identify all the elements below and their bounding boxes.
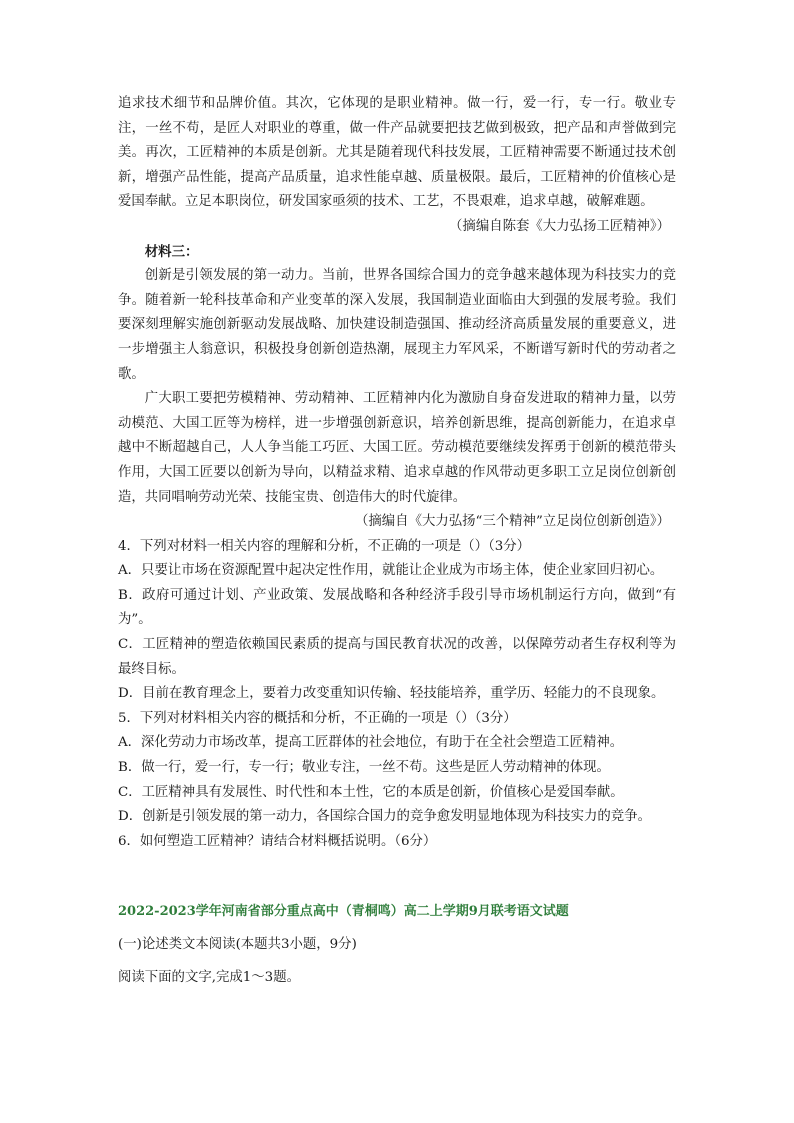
question-4: 4．下列对材料一相关内容的理解和分析，不正确的一项是（）（3分） — [118, 538, 531, 554]
paragraph-material-3-1: 创新是引领发展的第一动力。当前，世界各国综合国力的竞争越来越体现为科技实力的竞争。随着新一轮科技革命和产业变革的深入发展，我国制造业面临由大到强的发展考验。我们要深刻理解实施创新驱动发展战略、加快建设制造强国、推动经济高质量发展的重要意义，进一步增强主人翁意识，积极投身创新创造热潮，展现主力军风采，不断谱写新时代的劳动者之歌。 — [118, 268, 676, 382]
question-5-option-c: C．工匠精神具有发展性、时代性和本土性，它的本质是创新，价值核心是爱国奉献。 — [118, 784, 624, 800]
question-5-option-d: D．创新是引领发展的第一动力，各国综合国力的竞争愈发明显地体现为科技实力的竞争。 — [118, 809, 651, 825]
reading-instruction: 阅读下面的文字,完成1～3题。 — [118, 969, 300, 985]
question-4-option-c: C．工匠精神的塑造依赖国民素质的提高与国民教育状况的改善，以保障劳动者生存权利等为最终目标。 — [118, 637, 676, 677]
document-content — [118, 92, 676, 990]
question-5-option-a: A．深化劳动力市场改革，提高工匠群体的社会地位，有助于在全社会塑造工匠精神。 — [118, 735, 624, 751]
source-citation-3: （摘编自《大力弘扬“三个精神”立足岗位创新创造》） — [355, 514, 670, 530]
question-4-option-a: A．只要让市场在资源配置中起决定性作用，就能让企业成为市场主体，使企业家回归初心。 — [118, 563, 664, 579]
paragraph-material-3-2: 广大职工要把劳模精神、劳动精神、工匠精神内化为激励自身奋发进取的精神力量，以劳动模范、大国工匠等为榜样，进一步增强创新意识，培养创新思维，提高创新能力，在追求卓越中不断超越自己，人人争当能工巧匠、大国工匠。劳动模范要继续发挥勇于创新的模范带头作用，大国工匠要以创新为导向，以精益求精、追求卓越的作风带动更多职工立足岗位创新创造，共同唱响劳动光荣、技能宝贵、创造伟大的时代旋律。 — [118, 391, 676, 505]
exam-title: 2022-2023学年河南省部分重点高中（青桐鸣）高二上学期9月联考语文试题 — [118, 904, 569, 920]
section-heading: (一)论述类文本阅读(本题共3小题，9分) — [118, 937, 357, 952]
question-4-option-b: B．政府可通过计划、产业政策、发展战略和各种经济手段引导市场机制运行方向，做到“有为”。 — [118, 587, 676, 628]
source-citation-2: （摘编自陈套《大力弘扬工匠精神》） — [449, 218, 670, 234]
paragraph-material-2-end: 追求技术细节和品牌价值。其次，它体现的是职业精神。做一行，爱一行，专一行。敬业专注，一丝不苟，是匠人对职业的尊重，做一件产品就要把技艺做到极致，把产品和声誉做到完美。再次，工匠精神的本质是创新。尤其是随着现代科技发展，工匠精神需要不断通过技术创新，增强产品性能，提高产品质量，追求性能卓越、质量极限。最后，工匠精神的价值核心是爱国奉献。立足本职岗位，研发国家亟须的技术、工艺，不畏艰难，追求卓越，破解难题。 — [118, 96, 676, 210]
question-6: 6．如何塑造工匠精神？请结合材料概括说明。（6分） — [118, 833, 437, 849]
material-3-label: 材料三： — [144, 243, 199, 260]
question-5: 5．下列对材料相关内容的概括和分析，不正确的一项是（）（3分） — [118, 710, 517, 726]
question-4-option-d: D．目前在教育理念上，要着力改变重知识传输、轻技能培养，重学历、轻能力的不良现象。 — [118, 686, 665, 702]
question-5-option-b: B．做一行，爱一行，专一行；敬业专注，一丝不苟。这些是匠人劳动精神的体现。 — [118, 760, 610, 776]
